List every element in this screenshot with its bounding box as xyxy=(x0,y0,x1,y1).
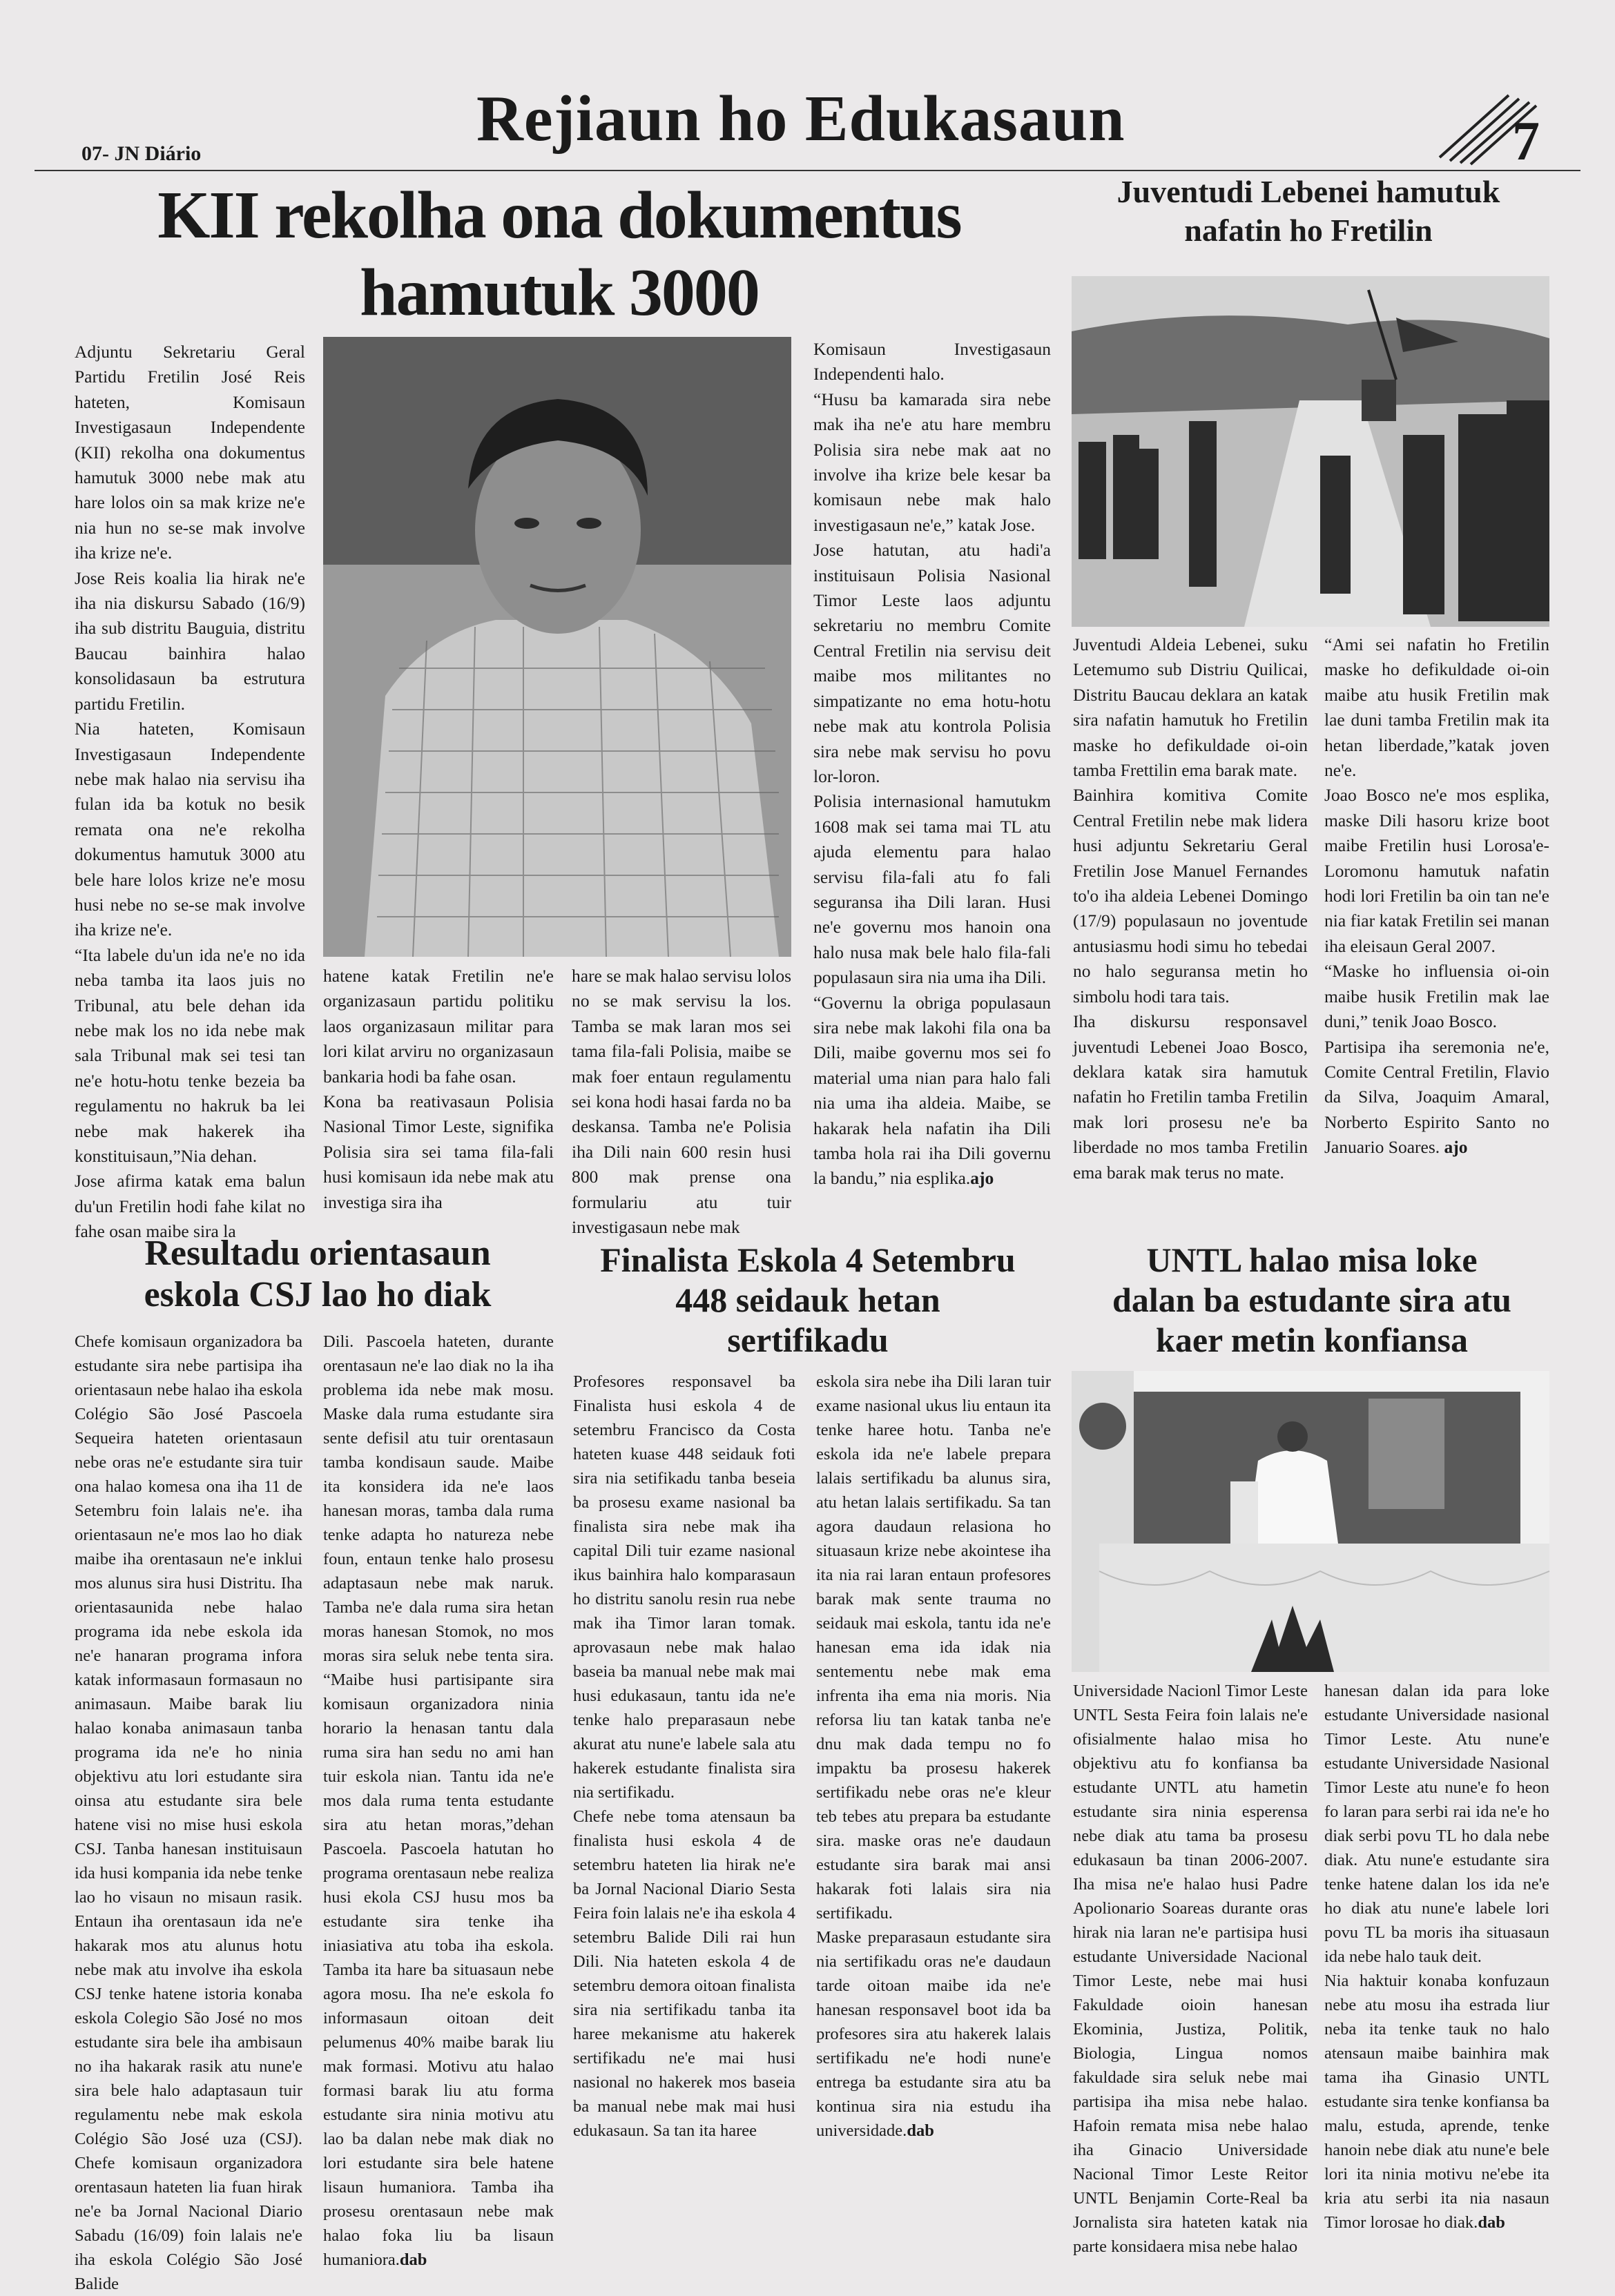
page-number: 7 xyxy=(1512,111,1540,172)
paragraph: Kona ba reativasaun Polisia Nasional Timor Leste, signifika Polisia sira sei tama fila-fali husi komisaun ida nebe mak atu investiga sira iha xyxy=(323,1091,554,1212)
paragraph: Universidade Nacionl Timor Leste UNTL Sesta Feira foin lalais ne'e ofisialmente halao misa ho objektivu atu fo konfiansa ba estudante UNTL atu hametin estudante sira ninia esperensa nebe diak atu tama ba prosesu edukasaun ba tinan 2006-2007. Iha misa ne'e halao husi Padre Apolionario Soareas durante oras hirak nia laran ne'e partisipa husi estudante Universidade Nacional Timor Leste, nebe mai husi Fakuldade oioin hanesan Ekominia, Justiza, Politik, Biologia, Lingua nomos fakuldade sira seluk nebe mai partisipa iha misa nebe halao. Hafoin remata misa nebe halao iha Ginacio Universidade Nacional Timor Leste Reitor UNTL Benjamin Corte-Real ba Jornalista sira hateten katak nia parte konsidaera misa nebe halao xyxy=(1073,1682,1308,2256)
paragraph-text: “Governu la obriga populasaun sira nebe mak lakohi fila ona ba Dili, maibe governu mos sei fo material uma nian para halo fali nia uma iha aldeia. Maibe, se hakarak hela nafatin iha Dili tamba hola rai iha Dili governu la bandu,” nia esplika. xyxy=(813,992,1051,1189)
finalista-headline-line2: 448 seidauk hetan xyxy=(675,1281,940,1319)
side-story-col1 xyxy=(1073,632,1308,1240)
byline: ajo xyxy=(970,1168,994,1189)
paragraph: “Husu ba kamarada sira nebe mak iha ne'e atu hare membru Polisia sira nebe mak aat no involve iha krize bele kesar ba komisaun nebe mak halo investigasaun ne'e,” katak Jose. xyxy=(813,389,1051,535)
paragraph: Profesores responsavel ba Finalista husi eskola 4 de setembru Francisco da Costa hateten kuase 448 seidauk foti sira nia setifikadu tanba beseia ba prosesu exame nasional ba finalista sira nebe mak iha capital Dili tuir ezame nasional ikus bainhira halo komparasaun ho distritu sanolu resin rua nebe mak iha Timor laran tomak. aprovasaun nebe mak halao baseia ba manual nebe mak mai husi edukasaun, tantu ida ne'e tenke halo preparasaun nebe akurat atu nune'e labele sala atu hakerek estudante finalista sira nia sertifikadu. xyxy=(573,1372,795,1802)
paragraph: Komisaun Investigasaun Independenti halo. xyxy=(813,339,1051,385)
untl-headline-line1: UNTL halao misa loke xyxy=(1146,1241,1478,1279)
byline: dab xyxy=(1478,2213,1505,2232)
byline: dab xyxy=(907,2121,934,2140)
untl-headline xyxy=(1070,1240,1554,1360)
rally-illustration xyxy=(1072,276,1549,627)
paragraph: Juventudi Aldeia Lebenei, suku Letemumo sub Distriu Quilicai, Distritu Baucau deklara an katak sira nafatin hamutuk ho Fretilin maske ho defikuldade oi-oin tamba Frettilin ema barak mate. xyxy=(1073,634,1308,781)
paragraph-text: Dili. Pascoela hateten, durante orentasaun ne'e lao diak no la iha problema ida nebe mak mosu. Maske dala ruma estudante sira sente defisil atu tuir orentasaun tamba kondisaun saude. Maibe ita konsidera ida ne'e laos hanesan moras, tamba dala ruma tenke adapta ho natureza nebe foun, entaun tenke halo prosesu adaptasaun nebe mak naruk. Tamba ne'e dala ruma sira hetan moras hanesan Stomok, no mos moras sira seluk nebe tenta sira. “Maibe husi partisipante sira komisaun organizadora ninia horario la henasan tantu dala ruma sira han sedu no ami han tuir eskola nian. Tantu ida ne'e mos dala ruma tenta estudante sira atu hetan moras,”dehan Pascoela. Pascoela hatutan ho programa orentasaun nebe realiza husi ekola CSJ husu mos ba estudante sira tenke iha iniasiativa atu toba iha eskola. Tamba ita hare ba situasaun nebe agora mosu. Iha ne'e eskola fo informasaun oitoan deit pelumenus 40% maibe barak liu mak formasi. Motivu atu halao formasi barak liu atu forma estudante sira ninia motivu atu lao ba dalan nebe mak diak no lori estudante sira bele hatene lisaun humaniora. Tamba iha prosesu orentasaun nebe mak halao foka liu ba lisaun humaniora. xyxy=(323,1332,554,2269)
section-title: Rejiaun ho Edukasaun xyxy=(476,83,1125,155)
byline: ajo xyxy=(1444,1137,1468,1158)
mass-photo xyxy=(1072,1371,1549,1672)
paragraph: eskola sira nebe iha Dili laran tuir exame nasional ukus liu entaun ita tenke haree hotu. Tanba ne'e eskola ida ne'e labele prepara lalais sertifikadu ba alunus sira, atu hetan lalais sertifikadu. Sa tan agora daudaun relasiona ho situasaun krize nebe akointese iha ita nia rai laran entaun profesores barak mak sente trauma no seidauk mai eskola, tantu ida ne'e hanesan ema ida idak nia sentementu nebe mak ema infrenta iha ema nia moris. Nia reforsa liu tan katak tanba ne'e dnu mak dada tempu no fo impaktu ba prosesu hakerek sertifikadu nebe oras ne'e kleur teb tebes atu prepara ba estudante sira. maske oras ne'e daudaun estudante sira barak mai ansi hakarak foti lalais sira nia sertifikadu. xyxy=(816,1372,1051,1923)
paragraph: hare se mak halao servisu lolos no se mak servisu la los. Tamba se mak laran mos sei tama fila-fali Polisia, maibe se mak foer entaun regulamentu sei kona hodi hasai farda no ba deskansa. Tamba ne'e Polisia iha Dili nain 600 resin husi 800 mak prense ona formulariu atu tuir investigasaun nebe mak xyxy=(572,966,791,1238)
mass-illustration xyxy=(1072,1371,1549,1672)
paragraph-text: Nia haktuir konaba konfuzaun nebe atu mosu iha estrada liur neba ita tenke tauk no halo atensaun maibe bainhira mak tama iha Ginasio UNTL estudante sira tenke konfiansa ba malu, estuda, aprende, tenke hanoin nebe diak atu nune'e bele lori ita ninia motivu ne'ebe ita kria atu serbi ita nia nasaun Timor lorosae ho diak. xyxy=(1324,1972,1549,2232)
main-headline-line2: hamutuk 3000 xyxy=(360,255,759,330)
main-story-col4 xyxy=(813,337,1051,1245)
header-rule xyxy=(35,170,1580,171)
paragraph: “Maske ho influensia oi-oin maibe husik Fretilin mak lae duni,” tenik Joao Bosco. xyxy=(1324,961,1549,1032)
untl-col2 xyxy=(1324,1679,1549,2232)
paragraph: “Ami sei nafatin ho Fretilin maske ho defikuldade oi-oin maibe atu husik Fretilin mak lae duni tamba Fretilin mak ita hetan liberdade,”katak joven ne'e. xyxy=(1324,634,1549,781)
portrait-photo xyxy=(323,337,791,957)
paragraph xyxy=(1324,1035,1549,1160)
paragraph: Jose Reis koalia lia hirak ne'e iha nia diskursu Sabado (16/9) iha sub distritu Bauguia, distritu Baucau bainhira halao konsolidasaun ba estrutura partidu Fretilin. xyxy=(75,567,305,714)
finalista-col1 xyxy=(573,1370,795,2223)
paragraph: hatene katak Fretilin ne'e organizasaun partidu politiku laos organizasaun militar para lori kilat arviru no organizasaun bankaria hodi ba fahe osan. xyxy=(323,966,554,1087)
main-story-col2 xyxy=(323,964,554,1245)
paragraph xyxy=(323,1330,554,2272)
paragraph: Bainhira komitiva Comite Central Fretilin nebe mak lidera husi adjuntu Sekretariu Geral Fretilin Jose Manuel Fernandes to'o iha aldeia Lebenei Domingo (17/9) populasaun no joventude antusiasmu hodi simu ho tebedai no halo seguransa metin ho simbolu hodi tara tais. xyxy=(1073,785,1308,1006)
paragraph: Joao Bosco ne'e mos esplika, maske Dili hasoru krize boot maibe Fretilin husi Lorosa'e-Loromonu hamutuk nafatin hodi lori Fretilin ba oin tan ne'e nia fiar katak Fretilin sei manan iha eleisaun Geral 2007. xyxy=(1324,785,1549,956)
csj-headline-line2: eskola CSJ lao ho diak xyxy=(144,1275,492,1314)
paragraph-text: Maske preparasaun estudante sira nia sertifikadu oras ne'e daudaun tarde oitoan maibe ida ne'e hanesan responsavel boot ida ba profesores sira atu hakerek lalais sertifikadu ne'e hodi nune'e entrega ba estudante sira atu ba kontinua sira nia estudu iha universidade. xyxy=(816,1928,1051,2140)
finalista-headline xyxy=(566,1240,1050,1360)
main-headline xyxy=(104,177,1015,331)
csj-col1 xyxy=(75,1330,302,2293)
paragraph: hanesan dalan ida para loke estudante Universidade nasional Timor Leste. Atu nune'e estudante Universidade Nasional Timor Leste atu nune'e fo heon fo laran para serbi rai ida ne'e ho diak serbi povu TL ho dala nebe diak. Atu nune'e estudante sira tenke hatene dalan los ida ne'e ho diak atu nune'e labele lori povu TL ba moris iha situasaun ida nebe halo tauk deit. xyxy=(1324,1682,1549,1966)
byline: dab xyxy=(399,2250,427,2269)
main-story-col1 xyxy=(75,340,305,1245)
untl-headline-line2: dalan ba estudante sira atu xyxy=(1112,1281,1511,1319)
csj-headline xyxy=(69,1233,566,1316)
paragraph: Polisia internasional hamutukm 1608 mak sei tama mai TL atu ajuda elementu para halao servisu fila-fali atu fo fali seguransa iha Dili laran. Husi ne'e governu mos hanoin ona halo nusa mak bele halo fila-fali populasaun sira nia uma iha Dili. xyxy=(813,791,1051,988)
paragraph: Iha diskursu responsavel juventudi Lebenei Joao Bosco, deklara katak sira hamutuk nafatin ho Fretilin tamba Fretilin mak lori prosesu ne'e ba liberdade no mos tamba Fretilin ema barak mak terus no mate. xyxy=(1073,1011,1308,1183)
main-headline-line1: KII rekolha ona dokumentus xyxy=(157,178,961,253)
paragraph: Jose hatutan, atu hadi'a instituisaun Polisia Nasional Timor Leste laos adjuntu sekretariu no membru Comite Central Fretilin nia servisu deit maibe mos militantes no simpatizante no ema hotu-hotu nebe mak atu kontrola Polisia sira nebe mak servisu ho povu lor-loron. xyxy=(813,540,1051,786)
paragraph: “Ita labele du'un ida ne'e no ida neba tamba ita laos juis no Tribunal, atu bele dehan ida nebe mak los no ida nebe mak sala Tribunal mak sei tesi tan ne'e hotu-hotu tenke bezeia ba regulamentu no hakruk ba lei nebe mak hakerek iha konstituisaun,”Nia dehan. xyxy=(75,944,305,1166)
paragraph xyxy=(1324,1969,1549,2235)
finalista-headline-line3: sertifikadu xyxy=(727,1321,889,1359)
csj-col2 xyxy=(323,1330,554,2269)
paragraph xyxy=(816,1925,1051,2143)
finalista-col2 xyxy=(816,1370,1051,2223)
untl-col1 xyxy=(1073,1679,1308,2256)
paragraph: Chefe nebe toma atensaun ba finalista husi eskola 4 de setembru hateten lia hirak ne'e ba Jornal Nacional Diario Sesta Feira foin lalais ne'e iha eskola 4 setembru Balide Dili rai hun Dili. Nia hateten eskola 4 de setembru demora oitoan finalista sira nia sertifikadu tanba ita haree mekanisme atu hakerek sertifikadu ne'e mai husi nasional no hakerek mos baseia ba manual nebe mak mai husi edukasaun. Sa tan ita haree xyxy=(573,1807,795,2140)
rally-photo xyxy=(1072,276,1549,627)
portrait-illustration xyxy=(323,337,791,957)
side-headline: Juventudi Lebenei hamutuk nafatin ho Fretilin xyxy=(1116,174,1500,248)
paragraph: Adjuntu Sekretariu Geral Partidu Fretilin José Reis hateten, Komisaun Investigasaun Independente (KII) rekolha ona dokumentus hamutuk 3000 nebe mak atu hare lolos oin sa mak krize ne'e nia hun no se-se mak involve iha krize ne'e. xyxy=(75,342,305,563)
paragraph-text: Partisipa iha seremonia ne'e, Comite Central Fretilin, Flavio da Silva, Joaquim Amaral, Norberto Espirito Santo no Januario Soares. xyxy=(1324,1036,1549,1158)
paragraph xyxy=(813,991,1051,1191)
paragraph: Chefe komisaun organizadora ba estudante sira nebe partisipa iha orientasaun nebe halao iha eskola Colégio São José Pascoela Sequeira hateten orientasaun nebe oras ne'e estudante sira tuir ona halao komesa ona iha 11 de Setembru foin lalais ne'e. iha orientasaun ne'e mos lao ho diak maibe iha orentasaun ne'e inklui mos alunus sira husi Distritu. Iha orientasaunida nebe halao programa ida nebe eskola ida ne'e hanaran programa infora katak informasaun formasaun no animasaun. Maibe barak liu halao konaba animasaun tanba programa ida ne'e ho ninia objektivu atu lori estudante sira oinsa atu estudante sira bele hatene visi no mise husi eskola CSJ. Tanba hanesan instituisaun ida husi kompania ida nebe tenke lao ho visaun no misaun rasik. Entaun iha orentasaun ida ne'e hakarak mos atu alunus hotu nebe mak atu involve iha eskola CSJ tenke hatene istoria konaba eskola Colegio São José no mos estudante sira bele iha ambisaun no iha hakarak rasik atu nune'e sira bele halo adaptasaun tuir regulamentu nebe mak eskola Colégio São José uza (CSJ). Chefe komisaun organizadora orentasaun hateten lia fuan hirak ne'e ba Jornal Nacional Diario Sabadu (16/09) foin lalais ne'e iha eskola Colégio São José Balide xyxy=(75,1332,302,2293)
finalista-headline-line1: Finalista Eskola 4 Setembru xyxy=(600,1241,1016,1279)
paragraph: Jose afirma katak ema balun du'un Fretilin hodi fahe kilat no fahe osan maibe sira la xyxy=(75,1171,305,1242)
page-folio: 07- JN Diário xyxy=(81,142,202,165)
paragraph: Nia hateten, Komisaun Investigasaun Independente nebe mak halao nia servisu iha fulan ida ba kotuk no besik remata ona ne'e rekolha dokumentus hamutuk 3000 atu bele hare lolos krize ne'e mosu husi nebe no se-se mak involve iha krize ne'e. xyxy=(75,719,305,940)
untl-headline-line3: kaer metin konfiansa xyxy=(1156,1321,1468,1359)
csj-headline-line1: Resultadu orientasaun xyxy=(144,1234,491,1273)
side-story-col2 xyxy=(1324,632,1549,1240)
main-story-col3 xyxy=(572,964,791,1245)
